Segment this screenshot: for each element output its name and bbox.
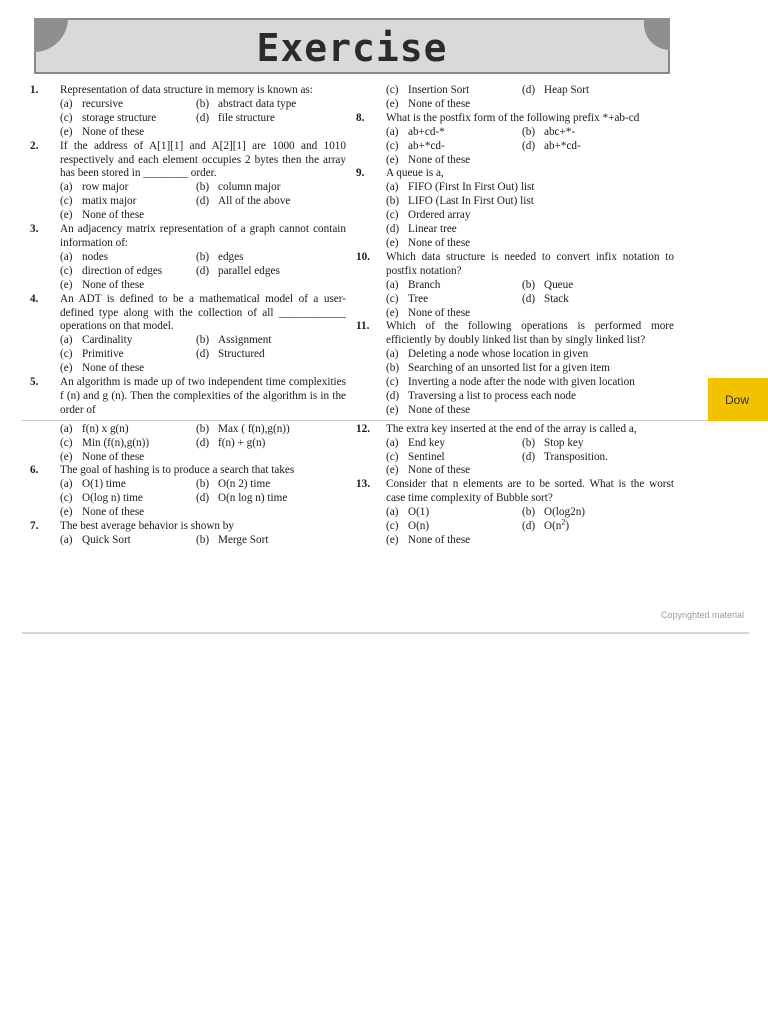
question-text: An ADT is defined to be a mathematical model of a user-defined type along with the collection of all ____________ operations on that model. bbox=[60, 292, 346, 333]
option-b: Merge Sort bbox=[218, 534, 269, 546]
question-7-continued: (c) Insertion Sort (d) Heap Sort (e) None of these bbox=[386, 84, 590, 110]
question-5: 5. An algorithm is made up of two independent time complexities f (n) and g (n). Then the complexities of the algorithm is in the order of (a) f(n) x g(n) (b) Max ( f(n),g(n)) (c) Min (f(n),g(n)) (d) f(n) + g(n) (e) None of these bbox=[30, 376, 346, 463]
option-c: Insertion Sort bbox=[408, 84, 470, 96]
page-break-divider bbox=[22, 420, 749, 421]
copyright-notice: Copyrighted material bbox=[660, 610, 744, 620]
question-6: 6. The goal of hashing is to produce a search that takes (a) O(1) time (b) O(n 2) time (c) O(log n) time (d) O(n log n) time (e) None of these bbox=[30, 464, 346, 520]
option-a: O(1) time bbox=[82, 478, 126, 491]
option-b: O(log2n) bbox=[544, 506, 586, 519]
option-a: O(1) bbox=[408, 506, 430, 519]
option-d: file structure bbox=[218, 111, 275, 124]
option-c: Min (f(n),g(n)) bbox=[82, 436, 150, 449]
option-d: $O(n^2)$ bbox=[544, 517, 570, 533]
question-8: 8. What is the postfix form of the following prefix *+ab-cd (a) ab+cd-* (b) abc+*- (c) ab+*cd- (d) ab+*cd- (e) None of these bbox=[356, 112, 674, 168]
option-e: None of these bbox=[82, 450, 145, 463]
option-c: Sentinel bbox=[408, 450, 445, 463]
download-button[interactable]: Dow bbox=[708, 378, 768, 421]
option-e: None of these bbox=[408, 403, 471, 416]
question-text: Consider that n elements are to be sorted. What is the worst case time complexity of Bubble sort? bbox=[386, 478, 674, 505]
option-d: ab+*cd- bbox=[544, 139, 581, 152]
option-d: Stack bbox=[544, 292, 569, 305]
question-text: A queue is a, bbox=[386, 167, 444, 180]
left-column bbox=[30, 84, 346, 548]
option-b: Searching of an unsorted list for a given item bbox=[408, 362, 610, 375]
question-9: 9. A queue is a, (a) FIFO (First In First Out) list (b) LIFO (Last In First Out) list (c) Ordered array (d) Linear tree (e) None of these bbox=[356, 167, 674, 250]
page-title: Exercise bbox=[256, 26, 448, 70]
option-c: Primitive bbox=[82, 348, 124, 361]
option-b: O(n 2) time bbox=[218, 478, 271, 491]
option-d: Structured bbox=[218, 348, 265, 361]
question-12: 12. The extra key inserted at the end of the array is called a, (a) End key (b) Stop key (c) Sentinel (d) Transposition. (e) None of these bbox=[356, 423, 674, 479]
option-c: Tree bbox=[408, 292, 429, 305]
option-a: Deleting a node whose location in given bbox=[408, 348, 589, 361]
question-1: 1. Representation of data structure in memory is known as: (a) recursive (b) abstract data type (c) storage structure (d) file structure (e) None of these bbox=[30, 84, 346, 140]
question-text: The goal of hashing is to produce a search that takes bbox=[60, 464, 295, 477]
option-b: Queue bbox=[544, 278, 574, 291]
option-d: All of the above bbox=[218, 195, 291, 208]
question-text: Which of the following operations is performed more efficiently by doubly linked list than by singly linked list? bbox=[386, 320, 674, 347]
question-text: The best average behavior is shown by bbox=[60, 520, 234, 533]
option-d: Transposition. bbox=[544, 450, 608, 463]
option-e: None of these bbox=[82, 506, 145, 519]
option-d: f(n) + g(n) bbox=[218, 436, 266, 449]
option-d: parallel edges bbox=[218, 264, 280, 277]
question-3: 3. An adjacency matrix representation of a graph cannot contain information of: (a) nodes (b) edges (c) direction of edges (d) parallel edges (e) None of these bbox=[30, 223, 346, 291]
question-text: Which data structure is needed to convert infix notation to postfix notation? bbox=[386, 250, 674, 277]
question-text: Representation of data structure in memory is known as: bbox=[60, 84, 313, 96]
option-a: ab+cd-* bbox=[408, 125, 445, 138]
question-text: The extra key inserted at the end of the array is called a, bbox=[386, 422, 637, 435]
option-a: End key bbox=[408, 436, 445, 449]
option-e: None of these bbox=[408, 306, 471, 319]
option-d: Traversing a list to process each node bbox=[408, 389, 576, 402]
option-e: None of these bbox=[82, 125, 145, 138]
option-e: None of these bbox=[82, 362, 145, 375]
option-c: O(n) bbox=[408, 520, 430, 533]
option-c: Inverting a node after the node with given location bbox=[408, 376, 635, 389]
question-text: What is the postfix form of the following prefix *+ab-cd bbox=[386, 111, 640, 124]
question-10: 10. Which data structure is needed to convert infix notation to postfix notation? (a) Branch (b) Queue (c) Tree (d) Stack (e) None of these bbox=[356, 250, 674, 319]
exercise-page bbox=[22, 14, 750, 634]
option-a: Branch bbox=[408, 278, 441, 291]
option-a: nodes bbox=[82, 250, 109, 263]
option-b: column major bbox=[218, 181, 281, 194]
option-a: row major bbox=[82, 181, 129, 194]
option-d: Heap Sort bbox=[544, 84, 590, 96]
option-a: FIFO (First In First Out) list bbox=[408, 181, 535, 194]
option-e: None of these bbox=[408, 97, 471, 110]
option-e: None of these bbox=[82, 278, 145, 291]
page-bottom-divider bbox=[22, 632, 749, 634]
option-c: matix major bbox=[82, 195, 137, 208]
option-c: Ordered array bbox=[408, 209, 471, 222]
option-b: Stop key bbox=[544, 436, 584, 449]
question-4: 4. An ADT is defined to be a mathematical model of a user-defined type along with the collection of all ____________ operations on that model. (a) Cardinality (b) Assignment (c) Primitive (d) Structured (e) None of these bbox=[30, 292, 346, 375]
option-b: edges bbox=[218, 250, 244, 263]
exercise-header bbox=[34, 18, 670, 74]
option-a: Cardinality bbox=[82, 334, 133, 347]
question-11: 11. Which of the following operations is performed more efficiently by doubly linked list than by singly linked list? (a) Deleting a node whose location in given (b) Searching of an unsorted list for a given item (c) Inverting a node after the node with given location (d) Traversing a list to process each node (e) None of these bbox=[356, 320, 674, 416]
option-b: Assignment bbox=[218, 334, 272, 347]
right-column bbox=[356, 84, 674, 548]
option-c: O(log n) time bbox=[82, 492, 143, 505]
question-7: 7. The best average behavior is shown by (a) Quick Sort (b) Merge Sort bbox=[30, 520, 346, 548]
option-a: recursive bbox=[82, 97, 123, 110]
option-d: O(n log n) time bbox=[218, 492, 288, 505]
option-c: ab+*cd- bbox=[408, 139, 445, 152]
question-2: 2. If the address of A[1][1] and A[2][1] are 1000 and 1010 respectively and each element occupies 2 bytes then the array has been stored in ________ order. (a) row major (b) column major (c) matix major (d) All of the above (e) None of these bbox=[30, 139, 346, 222]
question-text: If the address of A[1][1] and A[2][1] are 1000 and 1010 respectively and each element occupies 2 bytes then the array has been stored in ________ order. bbox=[60, 139, 346, 180]
option-c: storage structure bbox=[82, 111, 157, 124]
option-e: None of these bbox=[408, 236, 471, 249]
option-b: abstract data type bbox=[218, 97, 297, 110]
option-e: None of these bbox=[408, 464, 471, 477]
option-b: abc+*- bbox=[544, 125, 576, 138]
option-e: None of these bbox=[82, 209, 145, 222]
question-text: An adjacency matrix representation of a graph cannot contain information of: bbox=[60, 223, 346, 249]
question-text: An algorithm is made up of two independent time complexities f (n) and g (n). Then the complexities of the algorithm is in the order of bbox=[60, 376, 346, 416]
option-e: None of these bbox=[408, 153, 471, 166]
question-13: 13. Consider that n elements are to be sorted. What is the worst case time complexity of Bubble sort? (a) O(1) (b) O(log2n) (c) O(n) (d) $O(n^2)$ (e) None of these bbox=[356, 478, 674, 546]
option-a: f(n) x g(n) bbox=[82, 422, 129, 435]
option-c: direction of edges bbox=[82, 264, 163, 277]
option-a: Quick Sort bbox=[82, 534, 131, 546]
option-b: LIFO (Last In First Out) list bbox=[408, 195, 534, 208]
option-d: Linear tree bbox=[408, 223, 457, 236]
option-b: Max ( f(n),g(n)) bbox=[218, 422, 290, 435]
option-e: None of these bbox=[408, 534, 471, 546]
